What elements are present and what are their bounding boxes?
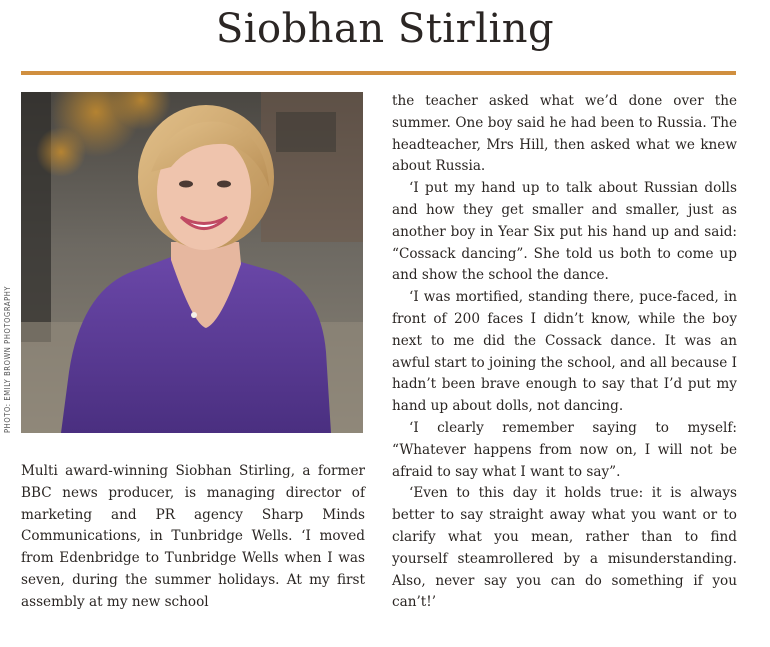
paragraph: Multi award-winning Siobhan Stirling, a former BBC news producer, is managing director of marketing and PR agency Sharp Minds Communications, in Tunbridge Wells. ‘I moved from Edenbridge to Tunbridge Wells when I was seven, during the summer holidays. At my first assembly at my new school <box>21 463 365 610</box>
photo-credit: PHOTO: EMILY BROWN PHOTOGRAPHY <box>3 285 12 433</box>
paragraph: the teacher asked what we’d done over the summer. One boy said he had been to Russia. The headteacher, Mrs Hill, then asked what we knew about Russia. <box>392 93 737 175</box>
article-column-right <box>392 91 737 614</box>
paragraph: ‘Even to this day it holds true: it is always better to say straight away what you want or to clarify what you mean, rather than to find yourself steamrollered by a misunderstanding. Also, never say you can do something if you can’t!’ <box>392 485 737 611</box>
paragraph: ‘I clearly remember saying to myself: “Whatever happens from now on, I will not be afraid to say what I want to say”. <box>392 419 737 480</box>
title-divider <box>21 71 736 75</box>
portrait-photo <box>21 92 363 433</box>
paragraph: ‘I put my hand up to talk about Russian dolls and how they get smaller and smaller, just as another boy in Year Six put his hand up and said: “Cossack dancing”. She told us both to come up and show the school the dance. <box>392 180 737 284</box>
paragraph: ‘I was mortified, standing there, puce-faced, in front of 200 faces I didn’t know, while the boy next to me did the Cossack dance. It was an awful start to joining the school, and all because I hadn’t been brave enough to say that I’d put my hand up about dolls, not dancing. <box>392 289 737 415</box>
article-column-left <box>21 461 365 614</box>
article-title: Siobhan Stirling <box>215 6 555 52</box>
